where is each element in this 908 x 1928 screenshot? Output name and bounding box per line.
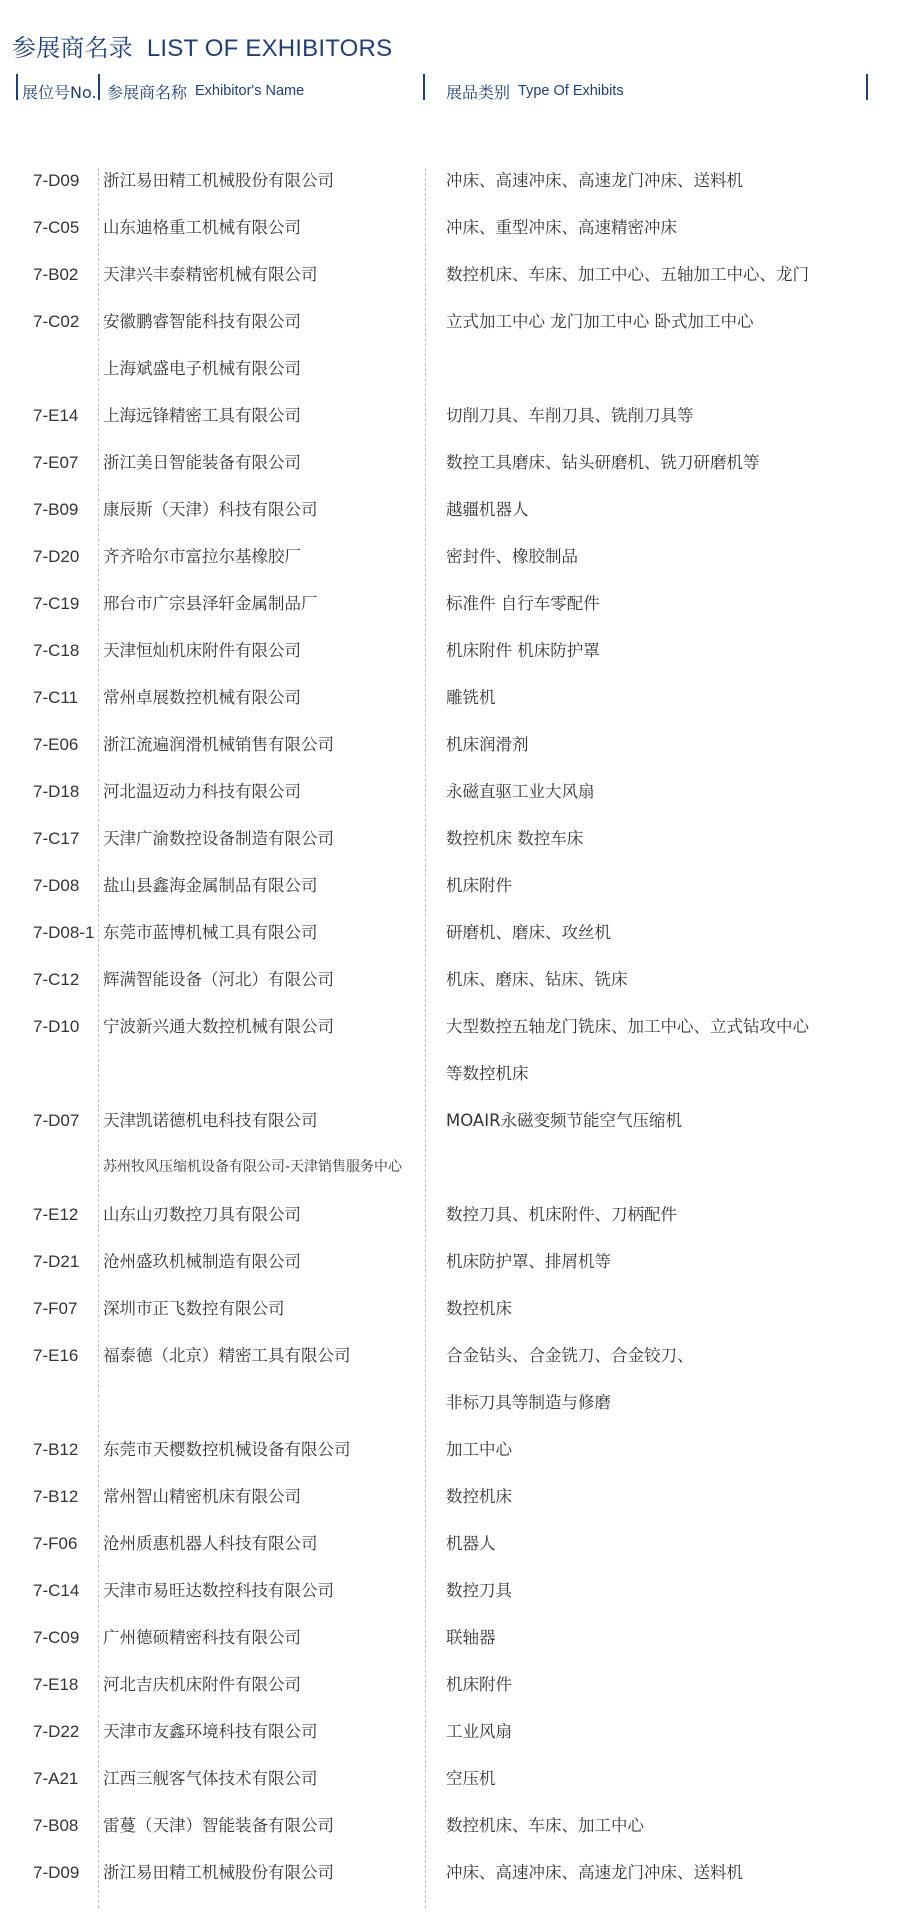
booth-number: 7-C18: [33, 641, 80, 660]
booth-number: 7-B08: [33, 1816, 79, 1835]
table-row: [0, 486, 908, 533]
booth-number: 7-B09: [33, 500, 79, 519]
exhibitor-name: 河北吉庆机床附件有限公司: [103, 1675, 301, 1694]
table-row: [0, 1426, 908, 1473]
booth-number: 7-D10: [33, 1017, 80, 1036]
header-booth-no-label: 展位号No.: [22, 82, 97, 102]
exhibitor-name: 沧州质惠机器人科技有限公司: [103, 1534, 318, 1553]
table-row: [0, 1708, 908, 1755]
table-row: [0, 1614, 908, 1661]
exhibit-type: 数控工具磨床、钻头研磨机、铣刀研磨机等: [446, 453, 760, 472]
booth-number: 7-A21: [33, 1769, 79, 1788]
table-row: [0, 533, 908, 580]
booth-number: 7-D08-1: [33, 923, 95, 942]
page-title-en: LIST OF EXHIBITORS: [146, 35, 393, 62]
exhibitor-name: 齐齐哈尔市富拉尔基橡胶厂: [103, 547, 301, 566]
exhibit-type: 加工中心: [446, 1440, 512, 1459]
exhibitor-name: 浙江流遍润滑机械销售有限公司: [103, 735, 334, 754]
exhibit-type: 冲床、高速冲床、高速龙门冲床、送料机: [446, 171, 743, 190]
exhibit-type: 冲床、高速冲床、高速龙门冲床、送料机: [446, 1863, 743, 1882]
table-row: [0, 1661, 908, 1708]
exhibitor-name: 天津市易旺达数控科技有限公司: [103, 1581, 334, 1600]
booth-number: 7-C17: [33, 829, 80, 848]
booth-number: 7-D20: [33, 547, 80, 566]
exhibit-type: 雕铣机: [446, 688, 496, 707]
exhibit-type: 大型数控五轴龙门铣床、加工中心、立式钻攻中心: [446, 1017, 809, 1036]
exhibitor-name: 上海远锋精密工具有限公司: [103, 406, 301, 425]
booth-number: 7-E07: [33, 453, 79, 472]
table-row: [0, 392, 908, 439]
exhibit-type: 空压机: [446, 1769, 496, 1788]
table-row: [0, 1379, 908, 1426]
booth-number: 7-D08: [33, 876, 80, 895]
table-row: [0, 1755, 908, 1802]
exhibitor-name: 广州德硕精密科技有限公司: [103, 1628, 301, 1647]
exhibitor-name: 天津市友鑫环境科技有限公司: [103, 1722, 318, 1741]
exhibitor-name: 东莞市天樱数控机械设备有限公司: [103, 1440, 351, 1459]
header-name-en: Exhibitor's Name: [195, 83, 305, 99]
booth-number: 7-D09: [33, 1863, 80, 1882]
booth-number: 7-F06: [33, 1534, 78, 1553]
exhibit-type: 密封件、橡胶制品: [446, 547, 578, 566]
exhibitor-name: 福泰德（北京）精密工具有限公司: [103, 1346, 351, 1365]
table-row: [0, 815, 908, 862]
page-title-zh: 参展商名录: [12, 34, 133, 62]
header-divider: [16, 74, 18, 100]
exhibit-type: 机床防护罩、排屑机等: [446, 1252, 611, 1271]
table-row: [0, 439, 908, 486]
table-row: [0, 674, 908, 721]
table-row: [0, 298, 908, 345]
exhibit-type: 数控机床、车床、加工中心、五轴加工中心、龙门: [446, 265, 809, 284]
exhibit-type: 数控刀具: [446, 1581, 512, 1600]
exhibit-type: 数控机床 数控车床: [446, 829, 584, 848]
booth-number: 7-C09: [33, 1628, 80, 1647]
booth-number: 7-E06: [33, 735, 79, 754]
exhibitor-name: 河北温迈动力科技有限公司: [103, 782, 301, 801]
header-name-zh: 参展商名称: [107, 82, 188, 102]
booth-number: 7-C14: [33, 1581, 80, 1600]
table-row: [0, 1520, 908, 1567]
exhibitor-name: 山东山刃数控刀具有限公司: [103, 1205, 301, 1224]
exhibit-type: 机床附件 机床防护罩: [446, 641, 600, 660]
table-row: [0, 627, 908, 674]
page-title: [12, 28, 392, 63]
booth-number: 7-F07: [33, 1299, 78, 1318]
booth-number: 7-E14: [33, 406, 79, 425]
exhibit-type: 机床附件: [446, 876, 512, 895]
table-row: [0, 251, 908, 298]
header-divider: [423, 74, 425, 100]
exhibit-type: 机器人: [446, 1534, 496, 1553]
table-row: [0, 1567, 908, 1614]
exhibit-type: 合金钻头、合金铣刀、合金铰刀、: [446, 1346, 694, 1365]
exhibit-type: 数控刀具、机床附件、刀柄配件: [446, 1205, 677, 1224]
booth-number: 7-D18: [33, 782, 80, 801]
exhibitor-name: 雷蔓（天津）智能装备有限公司: [103, 1816, 334, 1835]
table-row: [0, 1285, 908, 1332]
exhibitor-name: 浙江美日智能装备有限公司: [103, 453, 301, 472]
table-row: [0, 1332, 908, 1379]
exhibitor-name: 天津兴丰泰精密机械有限公司: [103, 265, 318, 284]
exhibitor-name: 邢台市广宗县泽轩金属制品厂: [103, 594, 318, 613]
exhibit-type: 切削刀具、车削刀具、铣削刀具等: [446, 406, 694, 425]
exhibit-type: 标准件 自行车零配件: [446, 594, 600, 613]
header-booth-no: [22, 74, 97, 108]
exhibit-type: 数控机床、车床、加工中心: [446, 1816, 644, 1835]
exhibit-type: 机床润滑剂: [446, 735, 529, 754]
exhibitor-name: 浙江易田精工机械股份有限公司: [103, 171, 334, 190]
booth-number: 7-E18: [33, 1675, 79, 1694]
exhibit-type: 数控机床: [446, 1487, 512, 1506]
exhibit-type: MOAIR永磁变频节能空气压缩机: [446, 1111, 683, 1130]
table-row: [0, 204, 908, 251]
booth-number: 7-D07: [33, 1111, 80, 1130]
header-exhibit-type: [446, 74, 624, 108]
booth-number: 7-D22: [33, 1722, 80, 1741]
booth-number: 7-D09: [33, 171, 80, 190]
header-exhibitor-name: [107, 74, 304, 108]
exhibitor-name: 常州卓展数控机械有限公司: [103, 688, 301, 707]
exhibitor-name: 辉满智能设备（河北）有限公司: [103, 970, 334, 989]
table-row: [0, 1003, 908, 1050]
booth-number: 7-C12: [33, 970, 80, 989]
booth-number: 7-E12: [33, 1205, 79, 1224]
header-divider: [98, 74, 100, 100]
booth-number: 7-B02: [33, 265, 79, 284]
exhibitor-name: 安徽鹏睿智能科技有限公司: [103, 312, 301, 331]
exhibit-type: 研磨机、磨床、攻丝机: [446, 923, 611, 942]
table-row: [0, 1191, 908, 1238]
table-row: [0, 1097, 908, 1144]
table-row: [0, 956, 908, 1003]
booth-number: 7-C19: [33, 594, 80, 613]
booth-number: 7-E16: [33, 1346, 79, 1365]
exhibit-type: 等数控机床: [446, 1064, 529, 1083]
table-row: [0, 345, 908, 392]
table-row: [0, 580, 908, 627]
exhibitor-name: 浙江易田精工机械股份有限公司: [103, 1863, 334, 1882]
booth-number: 7-D21: [33, 1252, 80, 1271]
exhibitor-name: 天津凯诺德机电科技有限公司: [103, 1111, 318, 1130]
header-type-en: Type Of Exhibits: [518, 83, 624, 99]
exhibitor-name: 宁波新兴通大数控机械有限公司: [103, 1017, 334, 1036]
booth-number: 7-C02: [33, 312, 80, 331]
exhibit-type: 立式加工中心 龙门加工中心 卧式加工中心: [446, 312, 754, 331]
exhibitor-name: 沧州盛玖机械制造有限公司: [103, 1252, 301, 1271]
exhibitor-name: 盐山县鑫海金属制品有限公司: [103, 876, 318, 895]
exhibitor-name: 山东迪格重工机械有限公司: [103, 218, 301, 237]
exhibitor-name: 天津恒灿机床附件有限公司: [103, 641, 301, 660]
exhibitor-name: 上海斌盛电子机械有限公司: [103, 359, 301, 378]
table-row: [0, 157, 908, 204]
exhibitor-name: 东莞市蓝博机械工具有限公司: [103, 923, 318, 942]
header-divider: [866, 74, 868, 100]
exhibitor-name: 深圳市正飞数控有限公司: [103, 1299, 285, 1318]
table-row: [0, 721, 908, 768]
exhibit-type: 工业风扇: [446, 1722, 512, 1741]
table-row: [0, 1802, 908, 1849]
exhibit-type: 机床附件: [446, 1675, 512, 1694]
booth-number: 7-B12: [33, 1440, 79, 1459]
exhibitor-name: 江西三舰客气体技术有限公司: [103, 1769, 318, 1788]
booth-number: 7-B12: [33, 1487, 79, 1506]
table-row: [0, 862, 908, 909]
exhibitor-name: 天津广渝数控设备制造有限公司: [103, 829, 334, 848]
table-row: [0, 1849, 908, 1896]
exhibit-type: 越疆机器人: [446, 500, 529, 519]
exhibit-type: 数控机床: [446, 1299, 512, 1318]
booth-number: 7-C11: [33, 688, 79, 707]
table-row: [0, 1144, 908, 1191]
booth-number: 7-C05: [33, 218, 80, 237]
header-type-zh: 展品类别: [446, 82, 511, 102]
exhibit-type: 机床、磨床、钻床、铣床: [446, 970, 628, 989]
table-row: [0, 1050, 908, 1097]
exhibit-type: 永磁直驱工业大风扇: [446, 782, 595, 801]
table-row: [0, 768, 908, 815]
exhibit-type: 联轴器: [446, 1628, 496, 1647]
exhibitor-name: 常州智山精密机床有限公司: [103, 1487, 301, 1506]
table-row: [0, 1473, 908, 1520]
exhibit-type: 非标刀具等制造与修磨: [446, 1393, 611, 1412]
exhibit-type: 冲床、重型冲床、高速精密冲床: [446, 218, 677, 237]
exhibitor-name: 苏州牧风压缩机设备有限公司-天津销售服务中心: [103, 1159, 403, 1175]
exhibitor-name: 康辰斯（天津）科技有限公司: [103, 500, 318, 519]
table-row: [0, 1238, 908, 1285]
table-row: [0, 909, 908, 956]
